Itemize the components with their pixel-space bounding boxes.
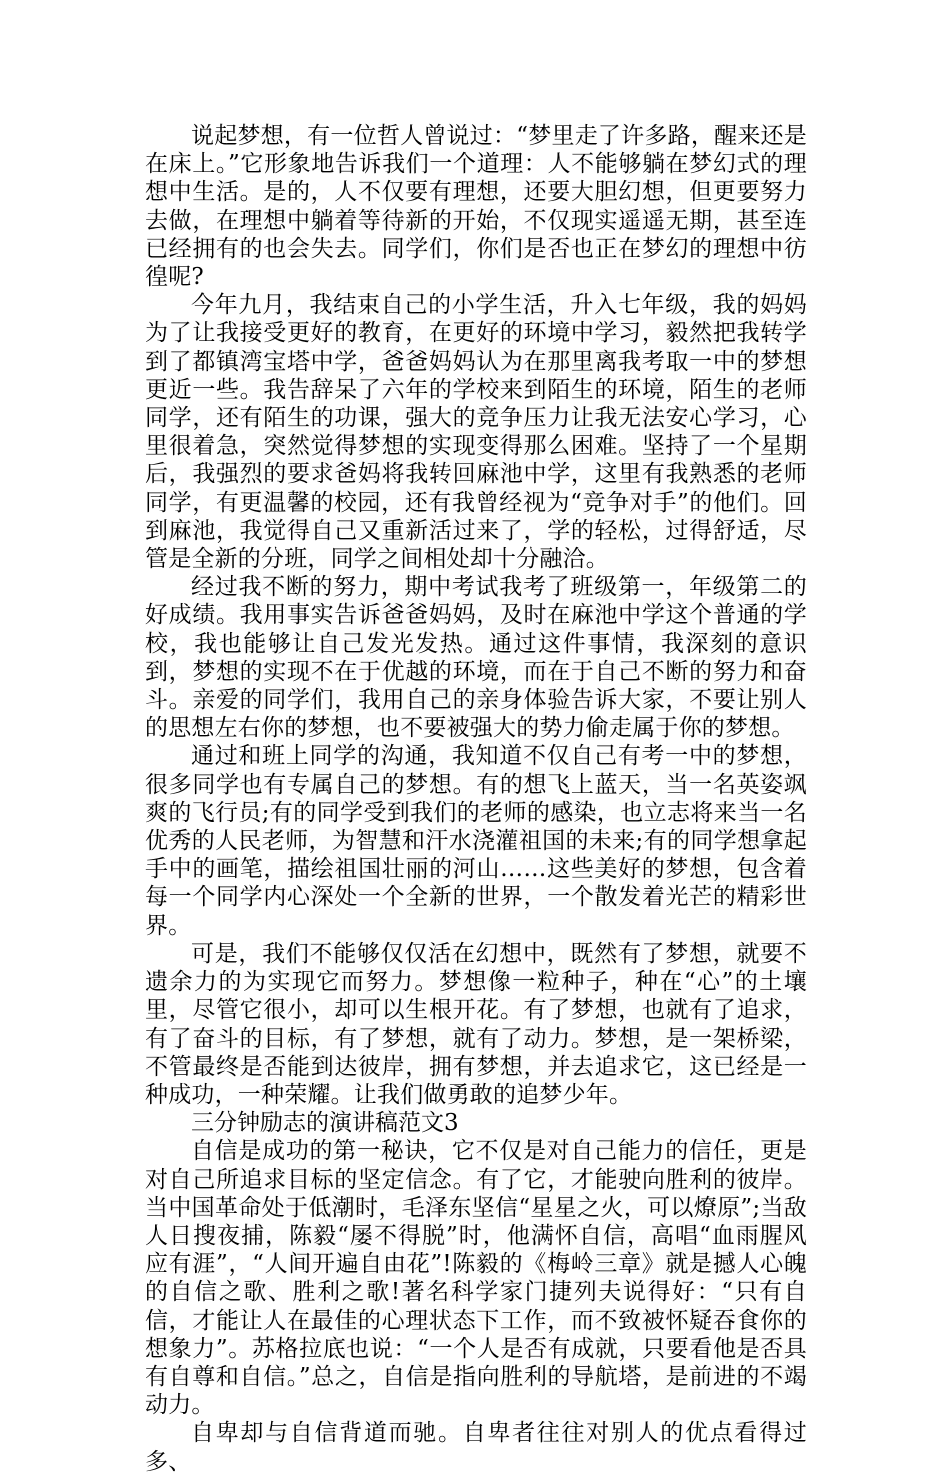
- paragraph-pursue-dream: 可是，我们不能够仅仅活在幻想中，既然有了梦想，就要不遗余力的为实现它而努力。梦想像一粒种子，种在“心”的土壤里，尽管它很小，却可以生根开花。有了梦想，也就有了追求，有了奋斗的目标，有了梦想，就有了动力。梦想，是一架桥梁，不管最终是否能到达彼岸，拥有梦想，并去追求它，这已经是一种成功，一种荣耀。让我们做勇敢的追梦少年。: [145, 940, 807, 1108]
- paragraph-exam-result: 经过我不断的努力，期中考试我考了班级第一，年级第二的好成绩。我用事实告诉爸爸妈妈，及时在麻池中学这个普通的学校，我也能够让自己发光发热。通过这件事情，我深刻的意识到，梦想的实现不在于优越的环境，而在于自己不断的努力和奋斗。亲爱的同学们，我用自己的亲身体验告诉大家，不要让别人的思想左右你的梦想，也不要被强大的势力偷走属于你的梦想。: [145, 574, 807, 742]
- paragraph-inferiority: 自卑却与自信背道而驰。自卑者往往对别人的优点看得过多、: [145, 1420, 807, 1475]
- document-body: [145, 122, 807, 1476]
- paragraph-dream-quote: 说起梦想，有一位哲人曾说过：“梦里走了许多路，醒来还是在床上。”它形象地告诉我们一个道理：人不能够躺在梦幻式的理想中生活。是的，人不仅要有理想，还要大胆幻想，但更要努力去做，在理想中躺着等待新的开始，不仅现实遥遥无期，甚至连已经拥有的也会失去。同学们，你们是否也正在梦幻的理想中彷徨呢?: [145, 123, 807, 291]
- paragraph-classmates-dreams: 通过和班上同学的沟通，我知道不仅自己有考一中的梦想，很多同学也有专属自己的梦想。有的想飞上蓝天，当一名英姿飒爽的飞行员;有的同学受到我们的老师的感染，也立志将来当一名优秀的人民老师，为智慧和汗水浇灌祖国的未来;有的同学想拿起手中的画笔，描绘祖国壮丽的河山……这些美好的梦想，包含着每一个同学内心深处一个全新的世界，一个散发着光芒的精彩世界。: [145, 743, 807, 939]
- paragraph-school-transfer: 今年九月，我结束自己的小学生活，升入七年级，我的妈妈为了让我接受更好的教育，在更好的环境中学习，毅然把我转学到了都镇湾宝塔中学，爸爸妈妈认为在那里离我考取一中的梦想更近一些。我告辞呆了六年的学校来到陌生的环境，陌生的老师同学，还有陌生的功课，强大的竞争压力让我无法安心学习，心里很着急，突然觉得梦想的实现变得那么困难。坚持了一个星期后，我强烈的要求爸妈将我转回麻池中学，这里有我熟悉的老师同学，有更温馨的校园，还有我曾经视为“竞争对手”的他们。回到麻池，我觉得自己又重新活过来了，学的轻松，过得舒适，尽管是全新的分班，同学之间相处却十分融洽。: [145, 292, 807, 573]
- paragraph-confidence: 自信是成功的第一秘诀，它不仅是对自己能力的信任，更是对自己所追求目标的坚定信念。有了它，才能驶向胜利的彼岸。当中国革命处于低潮时，毛泽东坚信“星星之火，可以燎原”;当敌人日搜夜捕，陈毅“屡不得脱”时，他满怀自信，高唱“血雨腥风应有涯”，“人间开遍自由花”!陈毅的《梅岭三章》就是撼人心魄的自信之歌、胜利之歌!著名科学家门捷列夫说得好：“只有自信，才能让人在最佳的心理状态下工作，而不致被怀疑吞食你的想象力”。苏格拉底也说：“一个人是否有成就，只要看他是否具有自尊和自信。”总之，自信是指向胜利的导航塔，是前进的不竭动力。: [145, 1138, 807, 1419]
- section-heading: 三分钟励志的演讲稿范文3: [191, 1110, 459, 1137]
